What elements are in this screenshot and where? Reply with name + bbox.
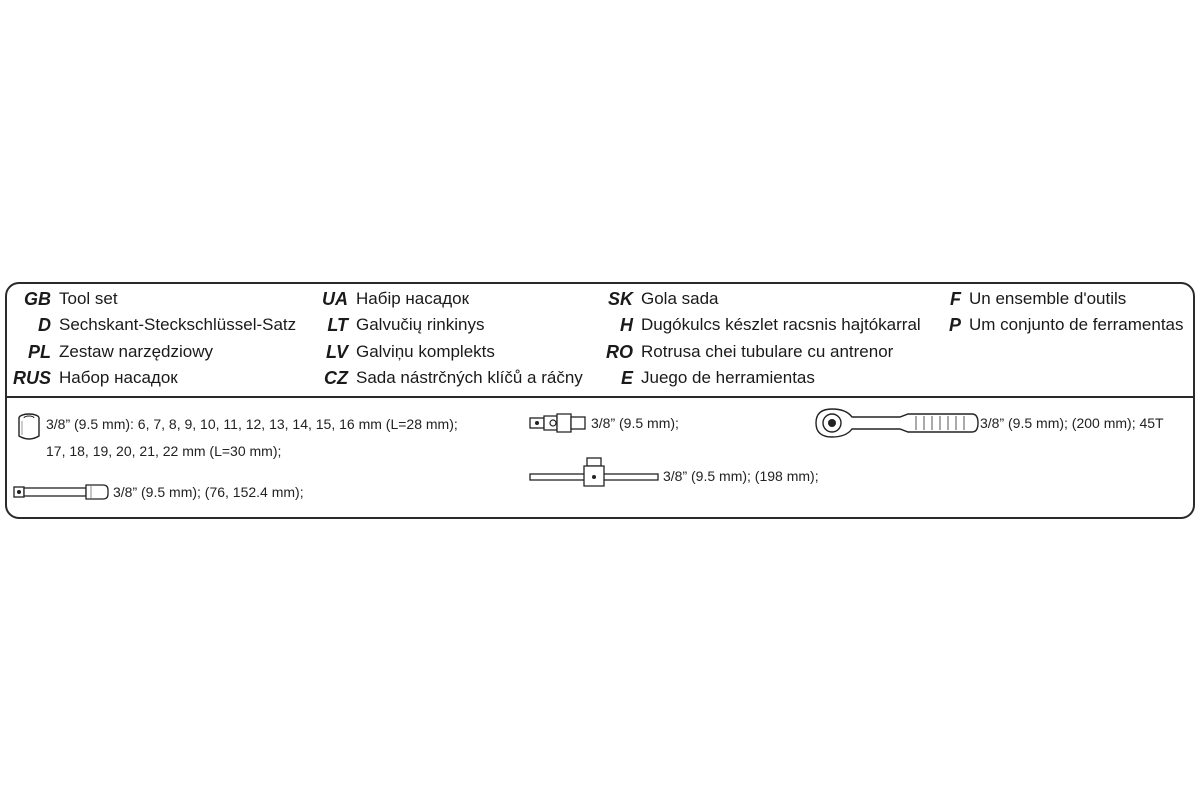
lang-row-pl — [27, 339, 214, 365]
lang-row-lt — [327, 312, 485, 338]
lang-text: Sada nástrčných klíčů a ráčny — [356, 368, 583, 387]
lang-code: SK — [607, 289, 633, 309]
panel-divider — [5, 396, 1195, 398]
lang-row-sk — [607, 286, 719, 312]
lang-text: Tool set — [59, 289, 118, 308]
extension-spec: 3/8” (9.5 mm); (76, 152.4 mm); — [113, 484, 304, 500]
lang-code: E — [620, 368, 633, 388]
socket-spec-line2: 17, 18, 19, 20, 21, 22 mm (L=30 mm); — [46, 443, 282, 459]
lang-row-ua — [322, 286, 470, 312]
lang-code: H — [620, 315, 633, 335]
lang-code: RUS — [12, 368, 51, 388]
lang-code: PL — [27, 342, 51, 362]
lang-row-p — [948, 312, 1184, 338]
lang-text: Набір насадок — [356, 289, 470, 308]
lang-text: Sechskant-Steckschlüssel-Satz — [59, 315, 297, 334]
lang-text: Galviņu komplekts — [356, 342, 495, 361]
lang-text: Dugókulcs készlet racsnis hajtókarral — [641, 315, 921, 334]
universal-joint-spec: 3/8” (9.5 mm); — [591, 415, 679, 431]
socket-icon — [16, 412, 42, 444]
t-bar-icon — [529, 456, 659, 488]
lang-row-gb — [24, 286, 118, 312]
lang-code: P — [948, 315, 961, 335]
lang-row-d — [38, 312, 297, 338]
lang-row-e — [620, 365, 815, 391]
lang-row-cz — [324, 365, 583, 391]
lang-code: D — [38, 315, 51, 335]
ratchet-spec: 3/8” (9.5 mm); (200 mm); 45T — [980, 415, 1164, 431]
lang-text: Um conjunto de ferramentas — [969, 315, 1184, 334]
t-bar-spec: 3/8” (9.5 mm); (198 mm); — [663, 468, 819, 484]
lang-row-rus — [12, 365, 178, 391]
socket-spec-line1: 3/8” (9.5 mm): 6, 7, 8, 9, 10, 11, 12, 13, 14, 15, 16 mm (L=28 mm); — [46, 416, 458, 432]
lang-text: Rotrusa chei tubulare cu antrenor — [641, 342, 894, 361]
ratchet-handle-icon — [812, 405, 980, 441]
lang-row-ro — [606, 339, 894, 365]
universal-joint-icon — [529, 410, 589, 436]
lang-code: CZ — [324, 368, 348, 388]
lang-row-f — [950, 286, 1127, 312]
lang-text: Juego de herramientas — [641, 368, 815, 387]
lang-text: Набор насадок — [59, 368, 178, 387]
lang-code: UA — [322, 289, 348, 309]
lang-code: RO — [606, 342, 633, 362]
lang-text: Galvučių rinkinys — [356, 315, 485, 334]
lang-text: Un ensemble d'outils — [969, 289, 1127, 308]
lang-text: Zestaw narzędziowy — [59, 342, 214, 361]
lang-code: GB — [24, 289, 51, 309]
lang-text: Gola sada — [641, 289, 719, 308]
lang-row-lv — [325, 339, 495, 365]
lang-code: F — [950, 289, 961, 309]
lang-row-h — [620, 312, 921, 338]
extension-bar-icon — [13, 481, 109, 503]
lang-code: LV — [325, 342, 348, 362]
lang-code: LT — [327, 315, 348, 335]
